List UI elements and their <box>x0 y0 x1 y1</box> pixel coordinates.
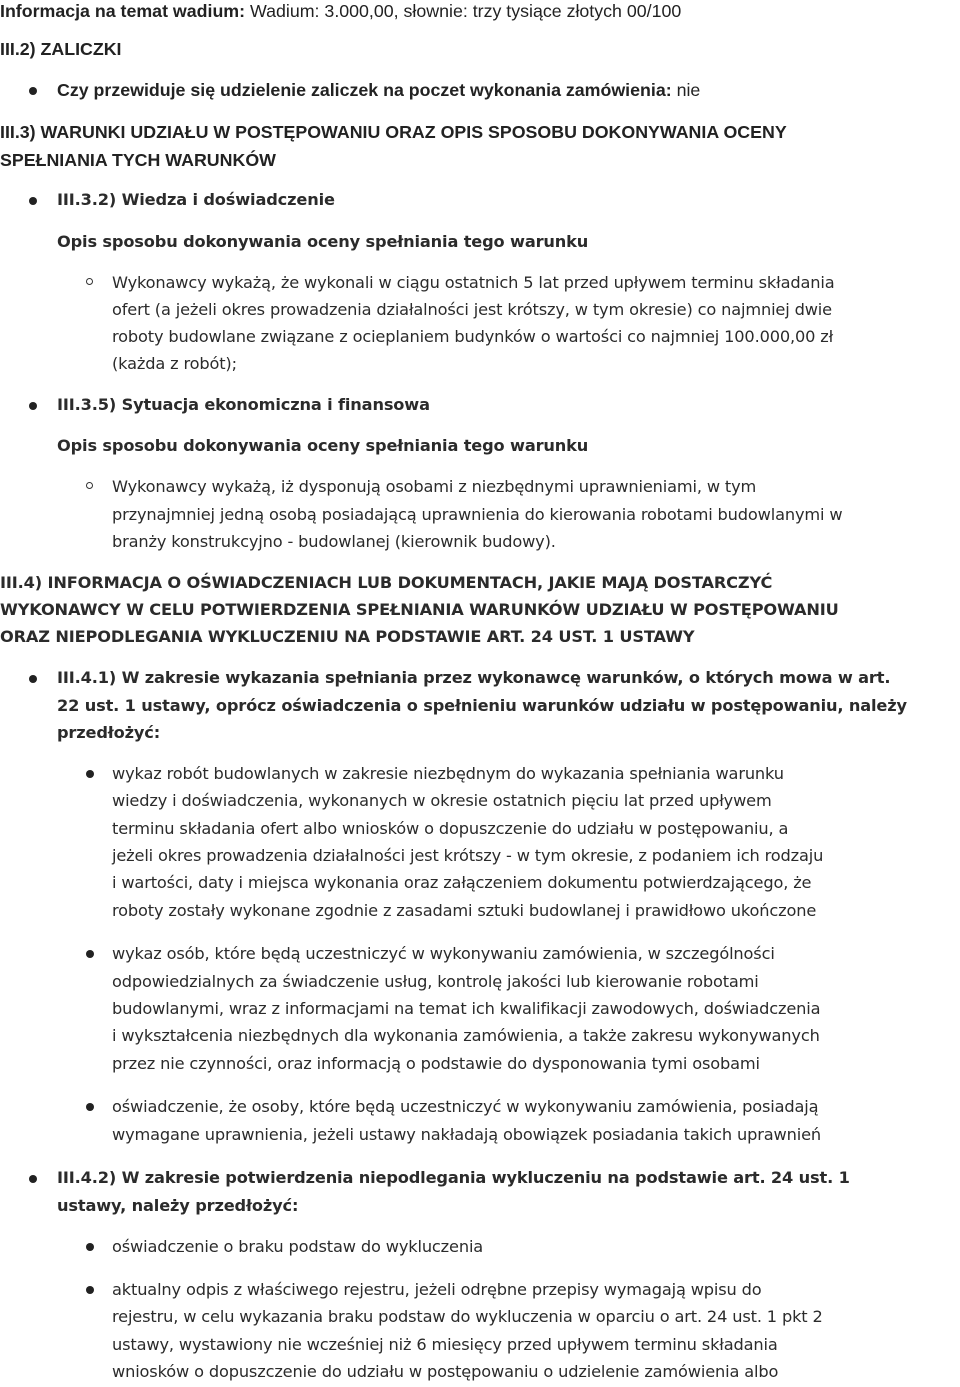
bullet-dot <box>29 675 37 683</box>
wiedza-text-line-1: Wykonawcy wykażą, że wykonali w ciągu ostatnich 5 lat przed upływem terminu składania <box>112 273 835 292</box>
p41-title-line-2: 22 ust. 1 ustawy, oprócz oświadczenia o spełnieniu warunków udziału w postępowaniu, należy <box>57 696 907 715</box>
p42-item2-line-2: rejestru, w celu wykazania braku podstaw do wykluczenia w oparciu o art. 24 ust. 1 pkt 2 <box>112 1307 823 1326</box>
zaliczki-answer: nie <box>676 80 701 100</box>
bullet-dot <box>86 1243 94 1251</box>
p42-title-line-2: ustawy, należy przedłożyć: <box>57 1196 299 1215</box>
p41-item2-line-1: wykaz osób, które będą uczestniczyć w wykonywaniu zamówienia, w szczególności <box>112 944 775 963</box>
wiedza-text-line-2: ofert (a jeżeli okres prowadzenia działalności jest krótszy, w tym okresie) co najmniej dwie <box>112 300 832 319</box>
bullet-dot <box>86 950 94 958</box>
p41-item1-line-3: terminu składania ofert albo wniosków o dopuszczenie do udziału w postępowaniu, a <box>112 819 789 838</box>
bullet-dot <box>86 1286 94 1294</box>
p41-item1-line-4: jeżeli okres prowadzenia działalności jest krótszy - w tym okresie, z podaniem ich rodzaju <box>112 846 824 865</box>
sytuacja-opis-label: Opis sposobu dokonywania oceny spełniania tego warunku <box>57 436 589 455</box>
wadium-value: Wadium: 3.000,00, słownie: trzy tysiące złotych 00/100 <box>250 1 682 21</box>
p42-item2-line-4: wniosków o dopuszczenie do udziału w postępowaniu o udzielenie zamówienia albo <box>112 1362 779 1381</box>
p41-item1-line-1: wykaz robót budowlanych w zakresie niezbędnym do wykazania spełniania warunku <box>112 764 784 783</box>
p41-item1-line-5: i wartości, daty i miejsca wykonania oraz załączeniem dokumentu potwierdzającego, że <box>112 873 812 892</box>
oswiadczenia-heading-line-2: WYKONAWCY W CELU POTWIERDZENIA SPEŁNIANIA WARUNKÓW UDZIAŁU W POSTĘPOWANIU <box>0 600 839 619</box>
p41-item3-line-2: wymagane uprawnienia, jeżeli ustawy nakładają obowiązek posiadania takich uprawnień <box>112 1125 821 1144</box>
p41-item2-line-4: i wykształcenia niezbędnych dla wykonania zamówienia, a także zakresu wykonywanych <box>112 1026 820 1045</box>
wadium-label: Informacja na temat wadium: <box>0 1 246 21</box>
p42-item2-line-1: aktualny odpis z właściwego rejestru, jeżeli odrębne przepisy wymagają wpisu do <box>112 1280 762 1299</box>
bullet-dot <box>86 1103 94 1111</box>
bullet-dot <box>29 87 37 95</box>
p41-item2-line-3: budowlanymi, wraz z informacjami na temat ich kwalifikacji zawodowych, doświadczenia <box>112 999 821 1018</box>
p41-item2-line-5: przez nie czynności, oraz informacją o podstawie do dysponowania tymi osobami <box>112 1054 760 1073</box>
p41-title-line-3: przedłożyć: <box>57 723 161 742</box>
wiedza-opis-label: Opis sposobu dokonywania oceny spełniania tego warunku <box>57 232 589 251</box>
wadium-line <box>0 1 681 21</box>
wiedza-title: III.3.2) Wiedza i doświadczenie <box>57 190 335 209</box>
oswiadczenia-heading-line-1: III.4) INFORMACJA O OŚWIADCZENIACH LUB DOKUMENTACH, JAKIE MAJĄ DOSTARCZYĆ <box>0 573 773 592</box>
p41-item1-line-6: roboty zostały wykonane zgodnie z zasadami sztuki budowlanej i prawidłowo ukończone <box>112 901 817 920</box>
oswiadczenia-heading-line-3: ORAZ NIEPODLEGANIA WYKLUCZENIU NA PODSTAWIE ART. 24 UST. 1 USTAWY <box>0 627 695 646</box>
wiedza-text-line-4: (każda z robót); <box>112 354 237 373</box>
zaliczki-heading: III.2) ZALICZKI <box>0 39 122 59</box>
p41-item3-line-1: oświadczenie, że osoby, które będą uczestniczyć w wykonywaniu zamówienia, posiadają <box>112 1097 819 1116</box>
sytuacja-text-line-2: przynajmniej jedną osobą posiadającą uprawnienia do kierowania robotami budowlanymi w <box>112 505 843 524</box>
sytuacja-title: III.3.5) Sytuacja ekonomiczna i finansowa <box>57 395 430 414</box>
p41-title-line-1: III.4.1) W zakresie wykazania spełniania przez wykonawcę warunków, o których mowa w art. <box>57 668 891 687</box>
p42-item1-line-1: oświadczenie o braku podstaw do wykluczenia <box>112 1237 484 1256</box>
zaliczki-question: Czy przewiduje się udzielenie zaliczek na poczet wykonania zamówienia: <box>57 80 672 100</box>
p42-title-line-1: III.4.2) W zakresie potwierdzenia niepodlegania wykluczeniu na podstawie art. 24 ust. 1 <box>57 1168 850 1187</box>
bullet-circle <box>86 482 93 489</box>
bullet-dot <box>29 197 37 205</box>
wiedza-text-line-3: roboty budowlane związane z ocieplaniem budynków o wartości co najmniej 100.000,00 zł <box>112 327 834 346</box>
sytuacja-text-line-1: Wykonawcy wykażą, iż dysponują osobami z niezbędnymi uprawnieniami, w tym <box>112 477 757 496</box>
sytuacja-text-line-3: branży konstrukcyjno - budowlanej (kierownik budowy). <box>112 532 556 551</box>
warunki-heading-line-1: III.3) WARUNKI UDZIAŁU W POSTĘPOWANIU ORAZ OPIS SPOSOBU DOKONYWANIA OCENY <box>0 122 787 142</box>
bullet-dot <box>29 1175 37 1183</box>
bullet-circle <box>86 278 93 285</box>
bullet-dot <box>29 402 37 410</box>
zaliczki-question-line <box>57 80 700 100</box>
bullet-dot <box>86 770 94 778</box>
p42-item2-line-3: ustawy, wystawiony nie wcześniej niż 6 miesięcy przed upływem terminu składania <box>112 1335 778 1354</box>
warunki-heading-line-2: SPEŁNIANIA TYCH WARUNKÓW <box>0 150 276 170</box>
p41-item1-line-2: wiedzy i doświadczenia, wykonanych w okresie ostatnich pięciu lat przed upływem <box>112 791 772 810</box>
p41-item2-line-2: odpowiedzialnych za świadczenie usług, kontrolę jakości lub kierowanie robotami <box>112 972 759 991</box>
